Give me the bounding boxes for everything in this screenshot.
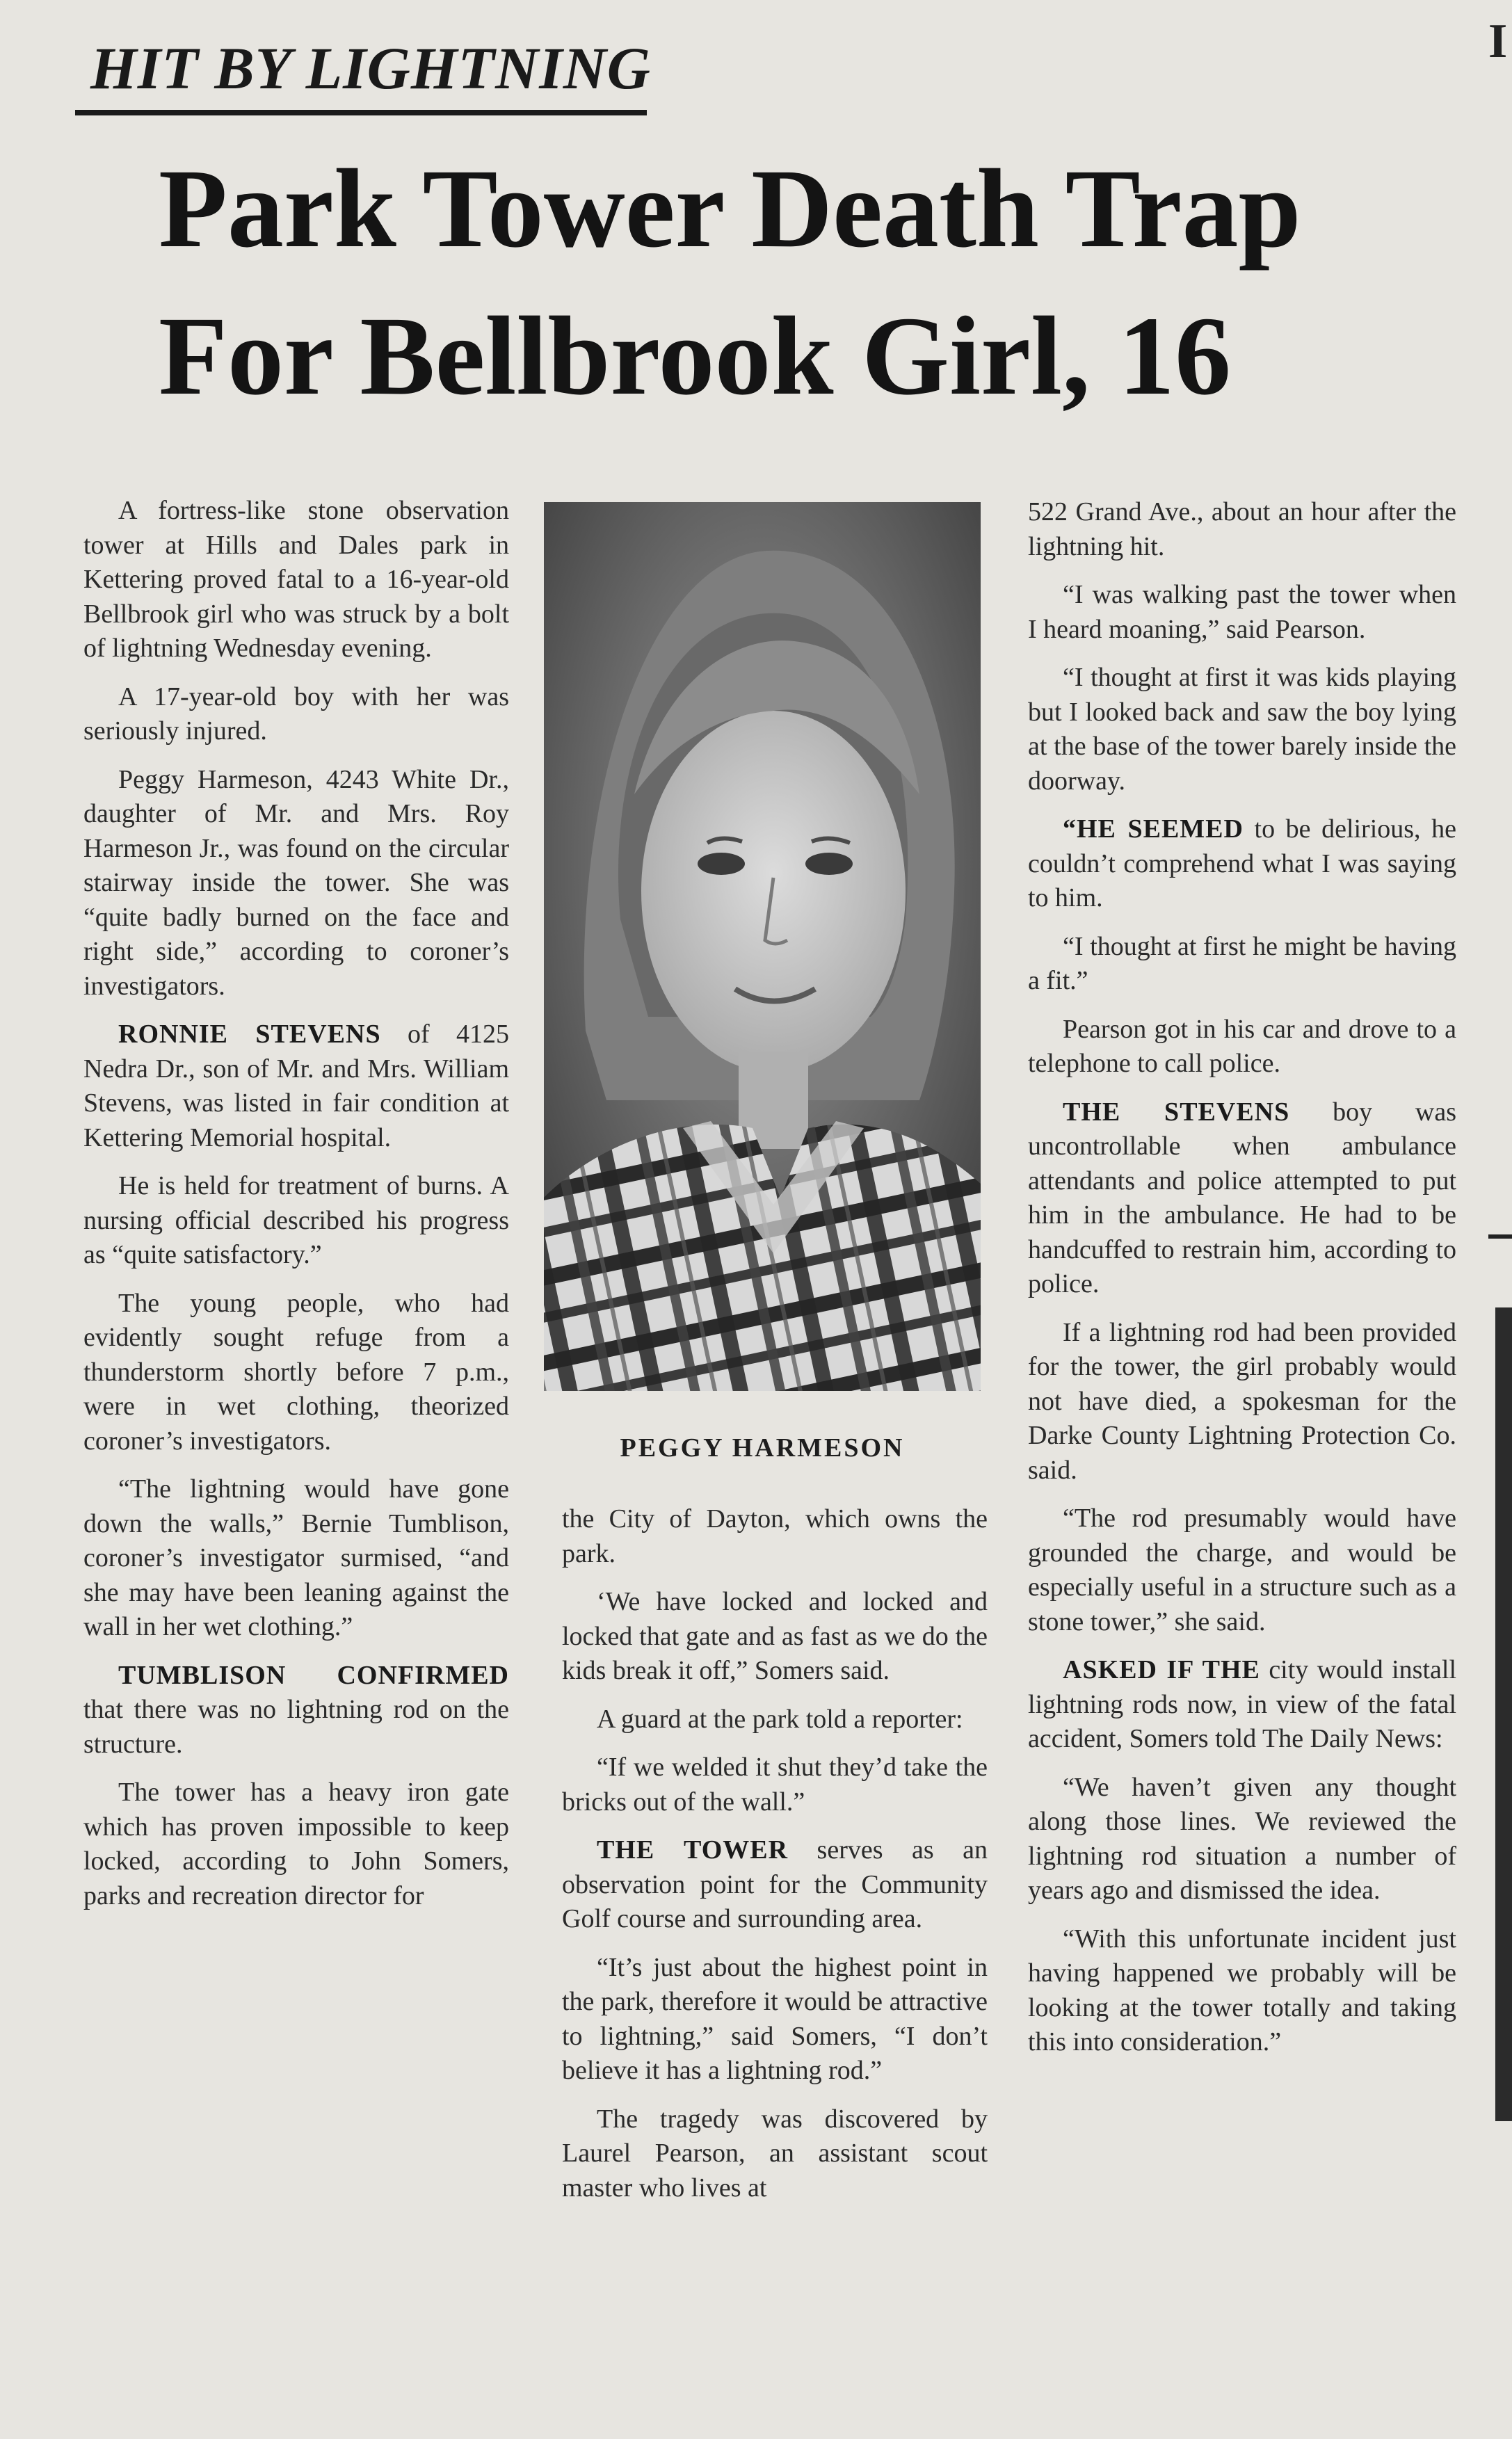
article-paragraph xyxy=(562,1585,988,1689)
article-paragraph xyxy=(562,1951,988,2088)
paragraph-text: “I thought at first it was kids playing but I looked back and saw the boy lying at the base of the tower barely inside the doorway. xyxy=(1028,663,1456,796)
portrait-image xyxy=(544,502,981,1391)
paragraph-text: ‘We have locked and locked and locked that gate and as fast as we do the kids break it off,” Somers said. xyxy=(562,1587,988,1685)
article-column-2 xyxy=(562,1502,988,2219)
article-paragraph xyxy=(1028,1502,1456,1639)
paragraph-text: The tower has a heavy iron gate which has proven impossible to keep locked, according to John Somers, parks and recreation director for xyxy=(83,1778,509,1910)
paragraph-text: “I was walking past the tower when I heard moaning,” said Pearson. xyxy=(1028,580,1456,644)
paragraph-text: “The rod presumably would have grounded the charge, and would be especially useful in a structure such as a stone tower,” she said. xyxy=(1028,1504,1456,1636)
paragraph-text: city would install lightning rods now, in view of the fatal accident, Somers told The Daily News: xyxy=(1028,1655,1457,1753)
article-paragraph xyxy=(83,1776,509,1913)
section-kicker: HIT BY LIGHTNING xyxy=(90,35,651,102)
article-paragraph xyxy=(83,1659,509,1762)
paragraph-text: He is held for treatment of burns. A nursing official described his progress as “quite satisfactory.” xyxy=(83,1171,509,1269)
article-paragraph xyxy=(83,494,509,666)
article-paragraph xyxy=(1028,661,1456,798)
article-paragraph xyxy=(562,2102,988,2206)
adjacent-rule xyxy=(1488,1234,1512,1239)
article-paragraph xyxy=(1028,1771,1456,1908)
article-column-1 xyxy=(83,494,509,1927)
article-paragraph xyxy=(83,1472,509,1645)
article-paragraph xyxy=(1028,1922,1456,2060)
paragraph-text: 522 Grand Ave., about an hour after the lightning hit. xyxy=(1028,497,1456,561)
article-paragraph xyxy=(1028,578,1456,647)
article-paragraph xyxy=(562,1750,988,1819)
paragraph-text: Peggy Harmeson, 4243 White Dr., daughter of Mr. and Mrs. Roy Harmeson Jr., was found on the circular stairway inside the tower. She was “quite badly burned on the face and right side,” according to coroner’s investigators. xyxy=(83,764,509,1001)
headline-line-1: Park Tower Death Trap xyxy=(159,147,1301,271)
paragraph-text: The tragedy was discovered by Laurel Pearson, an assistant scout master who lives at xyxy=(562,2104,988,2203)
headline-line-2: For Bellbrook Girl, 16 xyxy=(159,294,1232,419)
kicker-underline xyxy=(75,110,647,115)
paragraph-text: of 4125 Nedra Dr., son of Mr. and Mrs. William Stevens, was listed in fair condition at Kettering Memorial hospital. xyxy=(83,1020,509,1152)
paragraph-text: “If we welded it shut they’d take the bricks out of the wall.” xyxy=(562,1753,988,1817)
paragraph-lead-in: ASKED IF THE xyxy=(1063,1655,1260,1684)
portrait-photo xyxy=(544,502,981,1391)
paragraph-lead-in: THE STEVENS xyxy=(1063,1097,1290,1127)
article-paragraph xyxy=(1028,1095,1456,1302)
article-paragraph xyxy=(562,1703,988,1737)
adjacent-article-fragment: I xyxy=(1488,15,1508,68)
headline xyxy=(159,136,1410,430)
paragraph-text: Pearson got in his car and drove to a telephone to call police. xyxy=(1028,1014,1456,1078)
article-paragraph xyxy=(562,1502,988,1571)
article-paragraph xyxy=(83,680,509,749)
article-paragraph xyxy=(1028,930,1456,999)
paragraph-text: A 17-year-old boy with her was seriously injured. xyxy=(83,682,509,746)
paragraph-text: “It’s just about the highest point in the park, therefore it would be attractive to lightning,” said Somers, “I don’t believe it has a lightning rod.” xyxy=(562,1952,988,2085)
article-paragraph xyxy=(1028,495,1456,564)
paragraph-text: serves as an observation point for the Community Golf course and surrounding area. xyxy=(562,1835,988,1933)
article-paragraph xyxy=(1028,812,1456,916)
paragraph-text: that there was no lightning rod on the structure. xyxy=(83,1695,509,1759)
adjacent-column-edge xyxy=(1495,1307,1512,2121)
paragraph-text: “The lightning would have gone down the walls,” Bernie Tumblison, coroner’s investigator surmised, “and she may have been leaning against the wall in her wet clothing.” xyxy=(83,1474,509,1641)
article-paragraph xyxy=(1028,1316,1456,1488)
paragraph-text: “With this unfortunate incident just having happened we probably will be looking at the tower totally and taking this into consideration.” xyxy=(1028,1924,1456,2056)
paragraph-text: “I thought at first he might be having a fit.” xyxy=(1028,931,1456,995)
paragraph-lead-in: RONNIE STEVENS xyxy=(118,1020,381,1049)
paragraph-lead-in: TUMBLISON CONFIRMED xyxy=(118,1660,509,1690)
photo-caption: PEGGY HARMESON xyxy=(620,1433,905,1463)
article-paragraph xyxy=(1028,1013,1456,1081)
paragraph-text: A fortress-like stone observation tower at Hills and Dales park in Kettering proved fatal to a 16-year-old Bellbrook girl who was struck by a bolt of lightning Wednesday evening. xyxy=(83,496,509,663)
paragraph-text: “We haven’t given any thought along those lines. We reviewed the lightning rod situation a number of years ago and dismissed the idea. xyxy=(1028,1772,1456,1905)
article-column-3 xyxy=(1028,495,1456,2074)
paragraph-text: to be delirious, he couldn’t comprehend what I was saying to him. xyxy=(1028,814,1456,912)
paragraph-text: If a lightning rod had been provided for the tower, the girl probably would not have died, a spokesman for the Darke County Lightning Protection Co. said. xyxy=(1028,1317,1456,1485)
article-paragraph xyxy=(83,1017,509,1155)
paragraph-text: The young people, who had evidently sought refuge from a thunderstorm shortly before 7 p.m., were in wet clothing, theorized coroner’s investigators. xyxy=(83,1288,509,1456)
article-paragraph xyxy=(1028,1653,1456,1757)
paragraph-lead-in: “HE SEEMED xyxy=(1063,814,1244,844)
article-paragraph xyxy=(83,763,509,1004)
article-paragraph xyxy=(83,1287,509,1459)
article-paragraph xyxy=(83,1169,509,1273)
article-paragraph xyxy=(562,1833,988,1937)
paragraph-text: boy was uncontrollable when ambulance attendants and police attempted to put him in the ambulance. He had to be handcuffed to restrain him, according to police. xyxy=(1028,1097,1456,1298)
paragraph-lead-in: THE TOWER xyxy=(597,1835,789,1865)
paragraph-text: the City of Dayton, which owns the park. xyxy=(562,1504,988,1568)
paragraph-text: A guard at the park told a reporter: xyxy=(597,1704,963,1734)
